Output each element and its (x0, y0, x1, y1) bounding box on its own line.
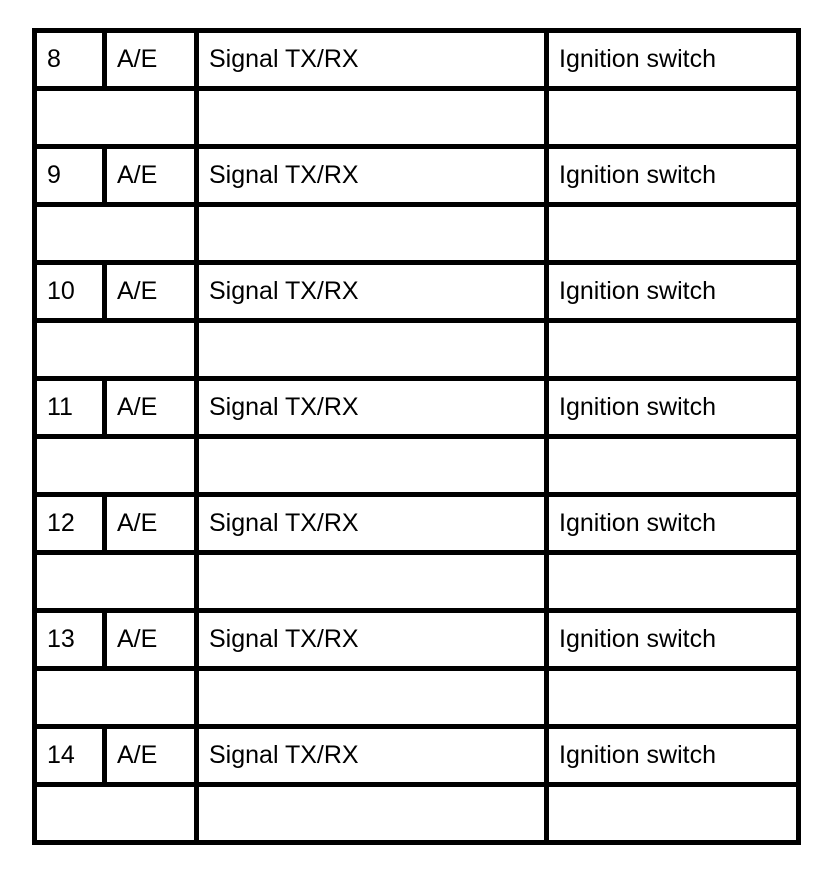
pin-type-cell: A/E (105, 147, 197, 205)
empty-cell (547, 89, 799, 147)
empty-cell (547, 437, 799, 495)
signal-cell: Signal TX/RX (197, 495, 547, 553)
pin-number-cell: 11 (35, 379, 105, 437)
pin-type-cell: A/E (105, 611, 197, 669)
empty-cell (547, 785, 799, 843)
spacer-row (35, 437, 799, 495)
empty-cell (197, 553, 547, 611)
pin-type-cell: A/E (105, 727, 197, 785)
empty-cell (547, 321, 799, 379)
table-row (35, 379, 799, 437)
signal-cell: Signal TX/RX (197, 31, 547, 89)
empty-cell (35, 437, 197, 495)
spacer-row (35, 321, 799, 379)
empty-cell (197, 89, 547, 147)
empty-cell (35, 321, 197, 379)
signal-cell: Signal TX/RX (197, 727, 547, 785)
connection-cell: Ignition switch (547, 263, 799, 321)
signal-cell: Signal TX/RX (197, 611, 547, 669)
empty-cell (197, 669, 547, 727)
spacer-row (35, 89, 799, 147)
spacer-row (35, 669, 799, 727)
spacer-row (35, 553, 799, 611)
signal-cell: Signal TX/RX (197, 263, 547, 321)
pin-type-cell: A/E (105, 495, 197, 553)
empty-cell (547, 205, 799, 263)
signal-cell: Signal TX/RX (197, 379, 547, 437)
pin-type-cell: A/E (105, 263, 197, 321)
table-row (35, 147, 799, 205)
pin-type-cell: A/E (105, 379, 197, 437)
empty-cell (197, 321, 547, 379)
spacer-row (35, 785, 799, 843)
table-row (35, 263, 799, 321)
pin-number-cell: 14 (35, 727, 105, 785)
table-row (35, 495, 799, 553)
connection-cell: Ignition switch (547, 31, 799, 89)
table-row (35, 31, 799, 89)
empty-cell (547, 553, 799, 611)
pin-number-cell: 10 (35, 263, 105, 321)
spacer-row (35, 205, 799, 263)
empty-cell (35, 669, 197, 727)
empty-cell (547, 669, 799, 727)
pin-number-cell: 9 (35, 147, 105, 205)
pin-table (32, 28, 801, 845)
connection-cell: Ignition switch (547, 147, 799, 205)
connection-cell: Ignition switch (547, 611, 799, 669)
empty-cell (35, 89, 197, 147)
empty-cell (35, 553, 197, 611)
pin-number-cell: 12 (35, 495, 105, 553)
connection-cell: Ignition switch (547, 379, 799, 437)
connection-cell: Ignition switch (547, 495, 799, 553)
table-row (35, 727, 799, 785)
empty-cell (35, 785, 197, 843)
empty-cell (197, 437, 547, 495)
pin-type-cell: A/E (105, 31, 197, 89)
connection-cell: Ignition switch (547, 727, 799, 785)
pin-number-cell: 13 (35, 611, 105, 669)
table-row (35, 611, 799, 669)
empty-cell (35, 205, 197, 263)
empty-cell (197, 785, 547, 843)
empty-cell (197, 205, 547, 263)
signal-cell: Signal TX/RX (197, 147, 547, 205)
pin-number-cell: 8 (35, 31, 105, 89)
pin-table-body (35, 31, 799, 843)
